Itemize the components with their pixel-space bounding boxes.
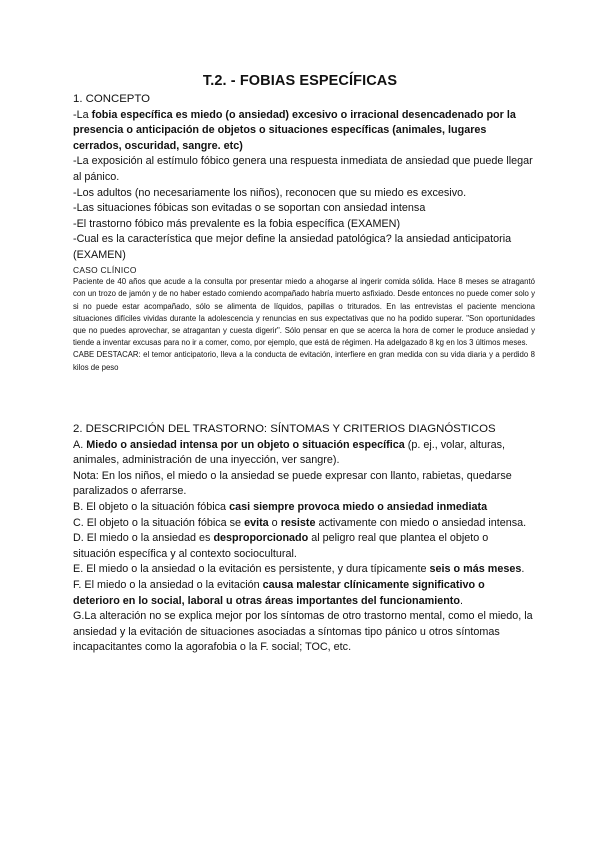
criterion-b: B. El objeto o la situación fóbica casi siempre provoca miedo o ansiedad inmediata <box>73 500 488 513</box>
criterion-g: G.La alteración no se explica mejor por los síntomas de otro trastorno mental, como el miedo, la ansiedad y la evitación de situaciones asociadas a síntomas tipo pánico u otros síntomas incapacitantes como la agorafobia o la F. social; TOC, etc. <box>73 610 533 654</box>
concepto-point-prevalence: -El trastorno fóbico más prevalente es la fobia específica (EXAMEN) <box>73 217 401 230</box>
section-heading-concepto: 1. CONCEPTO <box>73 93 151 105</box>
caso-note-label: CABE DESTACAR: <box>73 350 141 360</box>
criterion-f: F. El miedo o la ansiedad o la evitación causa malestar clínicamente significativo o deterioro en lo social, laboral u otras áreas importantes del funcionamiento. <box>73 578 485 607</box>
criterion-e: E. El miedo o la ansiedad o la evitación es persistente, y dura típicamente seis o más meses. <box>73 563 525 576</box>
concepto-point-avoidance: -Las situaciones fóbicas son evitadas o se soportan con ansiedad intensa <box>73 202 426 215</box>
caso-note: CABE DESTACAR: el temor anticipatorio, lleva a la conducta de evitación, interfiere en gran medida con su vida diaria y a perdido 8 kilos de peso <box>73 350 535 372</box>
section-descripcion <box>73 422 533 656</box>
section-heading-descripcion: 2. DESCRIPCIÓN DEL TRASTORNO: SÍNTOMAS Y CRITERIOS DIAGNÓSTICOS <box>73 423 496 435</box>
caso-body: Paciente de 40 años que acude a la consulta por presentar miedo a ahogarse al ingerir comida sólida. Hace 8 meses se atragantó con un trozo de jamón y de no haber estado comiendo acompañado habría muerto asfixiado. Desde entonces no puede comer solo y si no puede estar acompañado, sólo se alimenta de líquidos, papillas o triturados. En las entrevistas el paciente menciona situaciones difíciles vividas durante la adolescencia y renuncias en sus expectativas que no ha podido superar. "Son oportunidades que no puedes aprovechar, se atragantan y cuesta digerir". Sólo pensar en que se acerca la hora de comer le produce ansiedad y tiende a inventar excusas para no ir a comer, como, por ejemplo, que está de régimen. Ha adelgazado 8 kg en los 3 últimos meses. <box>73 277 535 348</box>
section-caso-clinico <box>73 264 535 374</box>
section-heading-caso: CASO CLÍNICO <box>73 265 137 275</box>
concepto-point-exposure: -La exposición al estímulo fóbico genera una respuesta inmediata de ansiedad que puede llegar al pánico. <box>73 155 533 183</box>
criterion-a: A. Miedo o ansiedad intensa por un objeto o situación específica (p. ej., volar, alturas, animales, administración de una inyección, ver sangre). <box>73 438 505 467</box>
concepto-point-anticipatory: -Cual es la característica que mejor define la ansiedad patológica? la ansiedad anticipatoria (EXAMEN) <box>73 233 512 261</box>
concepto-point-adults: -Los adultos (no necesariamente los niños), reconocen que su miedo es excesivo. <box>73 186 467 199</box>
criterion-nota: Nota: En los niños, el miedo o la ansiedad se puede expresar con llanto, rabietas, quedarse paralizados o aferrarse. <box>73 469 512 498</box>
concepto-definition: -La fobia específica es miedo (o ansiedad) excesivo o irracional desencadenado por la presencia o anticipación de objetos o situaciones específicas (animales, lugares cerrados, oscuridad, sangre. etc) <box>73 108 516 152</box>
criterion-c: C. El objeto o la situación fóbica se evita o resiste activamente con miedo o ansiedad intensa. <box>73 516 527 529</box>
page-title: T.2. - FOBIAS ESPECÍFICAS <box>202 73 398 89</box>
definition-bold: fobia específica es miedo (o ansiedad) excesivo o irracional desencadenado por la presencia o anticipación de objetos o situaciones específicas (animales, lugares cerrados, oscuridad, sangre. etc) <box>73 108 516 152</box>
criterion-d: D. El miedo o la ansiedad es desproporcionado al peligro real que plantea el objeto o situación específica y al contexto sociocultural. <box>73 532 489 560</box>
section-concepto <box>73 92 533 264</box>
